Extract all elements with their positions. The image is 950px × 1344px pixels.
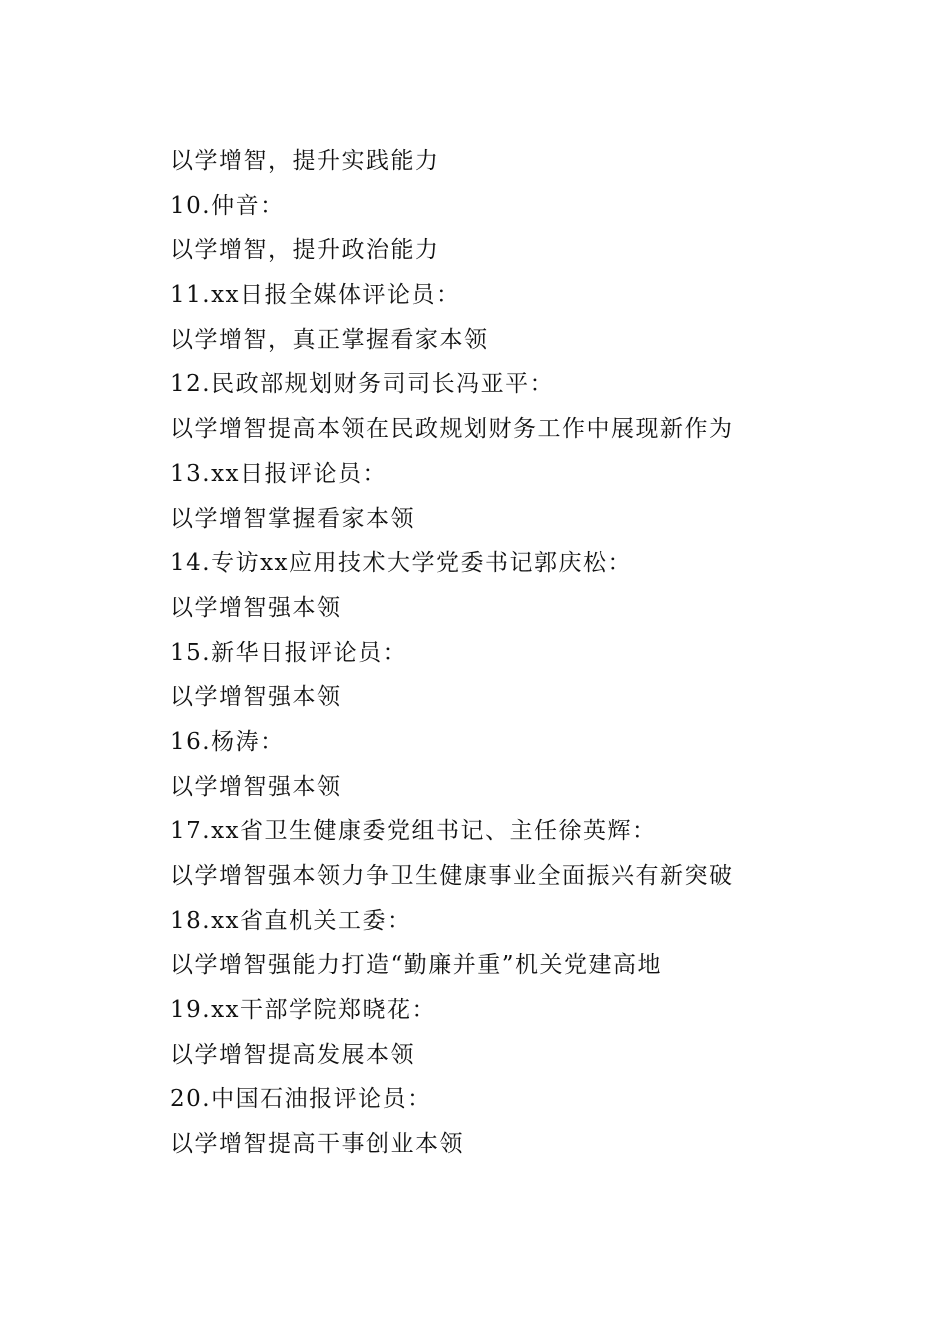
list-item-heading: 18.xx省直机关工委： — [170, 907, 412, 934]
text-line: 以学增智，真正掌握看家本领 — [170, 326, 489, 353]
list-item-heading: 11.xx日报全媒体评论员： — [170, 282, 461, 309]
text-line: 以学增智强本领 — [170, 773, 342, 800]
list-item-heading: 19.xx干部学院郑晓花： — [170, 997, 437, 1024]
text-line: 以学增智提高本领在民政规划财务工作中展现新作为 — [170, 416, 734, 443]
text-line: 以学增智掌握看家本领 — [170, 505, 415, 532]
text-line: 以学增智，提升政治能力 — [170, 237, 440, 264]
text-line: 以学增智强本领 — [170, 594, 342, 621]
text-line: 以学增智强本领力争卫生健康事业全面振兴有新突破 — [170, 863, 734, 889]
list-item-heading: 15.新华日报评论员： — [170, 639, 408, 666]
list-item-heading: 16.杨涛： — [170, 728, 285, 755]
list-item-heading: 14.专访xx应用技术大学党委书记郭庆松： — [170, 550, 633, 577]
text-line: 以学增智，提升实践能力 — [170, 148, 440, 174]
list-item-heading: 13.xx日报评论员： — [170, 460, 388, 487]
text-line: 以学增智提高发展本领 — [170, 1041, 415, 1068]
list-item-heading: 17.xx省卫生健康委党组书记、主任徐英辉： — [170, 818, 657, 845]
list-item-heading: 12.民政部规划财务司司长冯亚平： — [170, 371, 555, 398]
document-body — [170, 139, 870, 1167]
list-item-heading: 10.仲音： — [170, 192, 285, 219]
text-line: 以学增智提高干事创业本领 — [170, 1131, 464, 1158]
text-line: 以学增智强本领 — [170, 684, 342, 711]
list-item-heading: 20.中国石油报评论员： — [170, 1086, 432, 1113]
text-line: 以学增智强能力打造“勤廉并重”机关党建高地 — [170, 952, 663, 979]
